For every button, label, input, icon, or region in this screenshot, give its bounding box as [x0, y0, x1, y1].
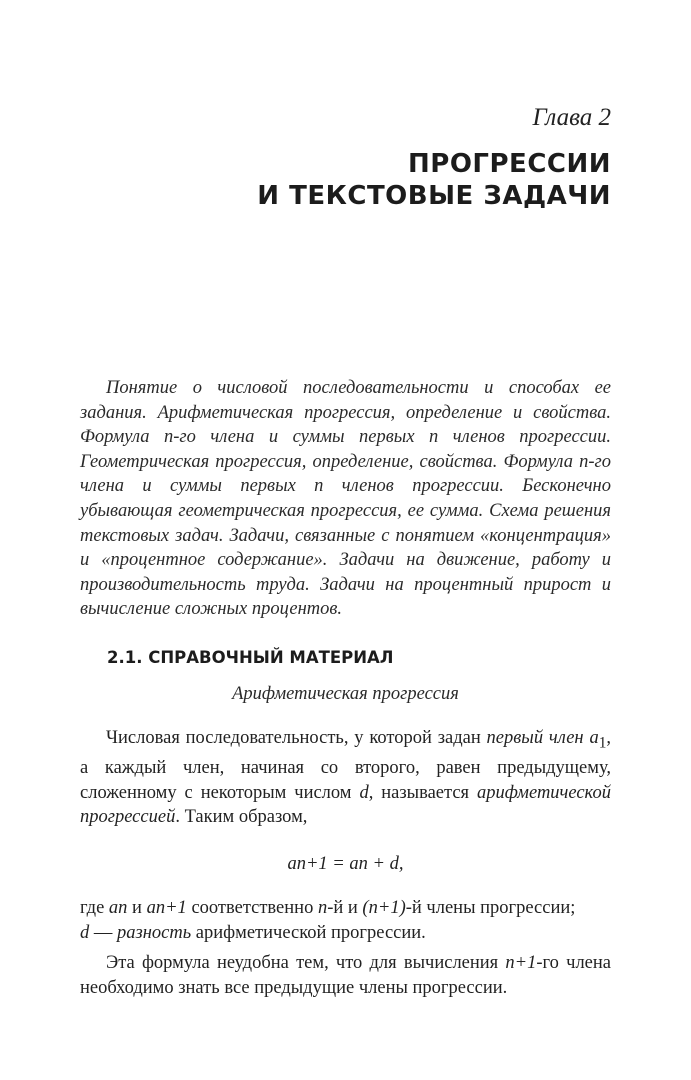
paragraph-where: где an и an+1 соответственно n-й и (n+1)-й члены прогрессии;	[80, 898, 576, 919]
chapter-title	[257, 148, 611, 212]
paragraph-formula-note: Эта формула неудобна тем, что для вычисления n+1-го члена необходимо знать все предыдущие члены прогрессии.	[80, 953, 611, 998]
body-text	[80, 726, 611, 1000]
term-difference: разность	[117, 922, 192, 943]
paragraph-difference: d — разность арифметической прогрессии.	[80, 922, 426, 943]
chapter-abstract	[80, 376, 611, 622]
chapter-title-line-2: И ТЕКСТОВЫЕ ЗАДАЧИ	[257, 181, 611, 211]
section-heading: 2.1. СПРАВОЧНЫЙ МАТЕРИАЛ	[107, 648, 394, 667]
formula-recurrence: an+1 = an + d,	[287, 853, 404, 874]
chapter-title-line-1: ПРОГРЕССИИ	[408, 149, 611, 179]
term-arithmetic-progression: арифметической прогрессией	[80, 782, 612, 828]
paragraph-definition: Числовая последовательность, у которой задан первый член $a_1$, а каждый член, начиная со второго, равен предыдущему, сложенному с некоторым числом d, называется арифметической прогрессией. Таким образом,	[80, 728, 612, 828]
subsection-title: Арифметическая прогрессия	[232, 684, 459, 704]
chapter-label: Глава 2	[532, 104, 611, 131]
term-first-member: первый член	[486, 728, 584, 748]
abstract-text: Понятие о числовой последовательности и способах ее задания. Арифметическая прогрессия, определение и свойства. Формула n-го члена и суммы первых n членов прогрессии. Геометрическая прогрессия, определение, свойства. Формула n-го члена и суммы первых n членов прогрессии. Бесконечно убывающая геометрическая прогрессия, ее сумма. Схема решения текстовых задач. Задачи, связанные с понятием «концентрация» и «процентное содержание». Задачи на движение, работу и производительность труда. Задачи на процентный прирост и вычисление сложных процентов.	[80, 378, 611, 620]
